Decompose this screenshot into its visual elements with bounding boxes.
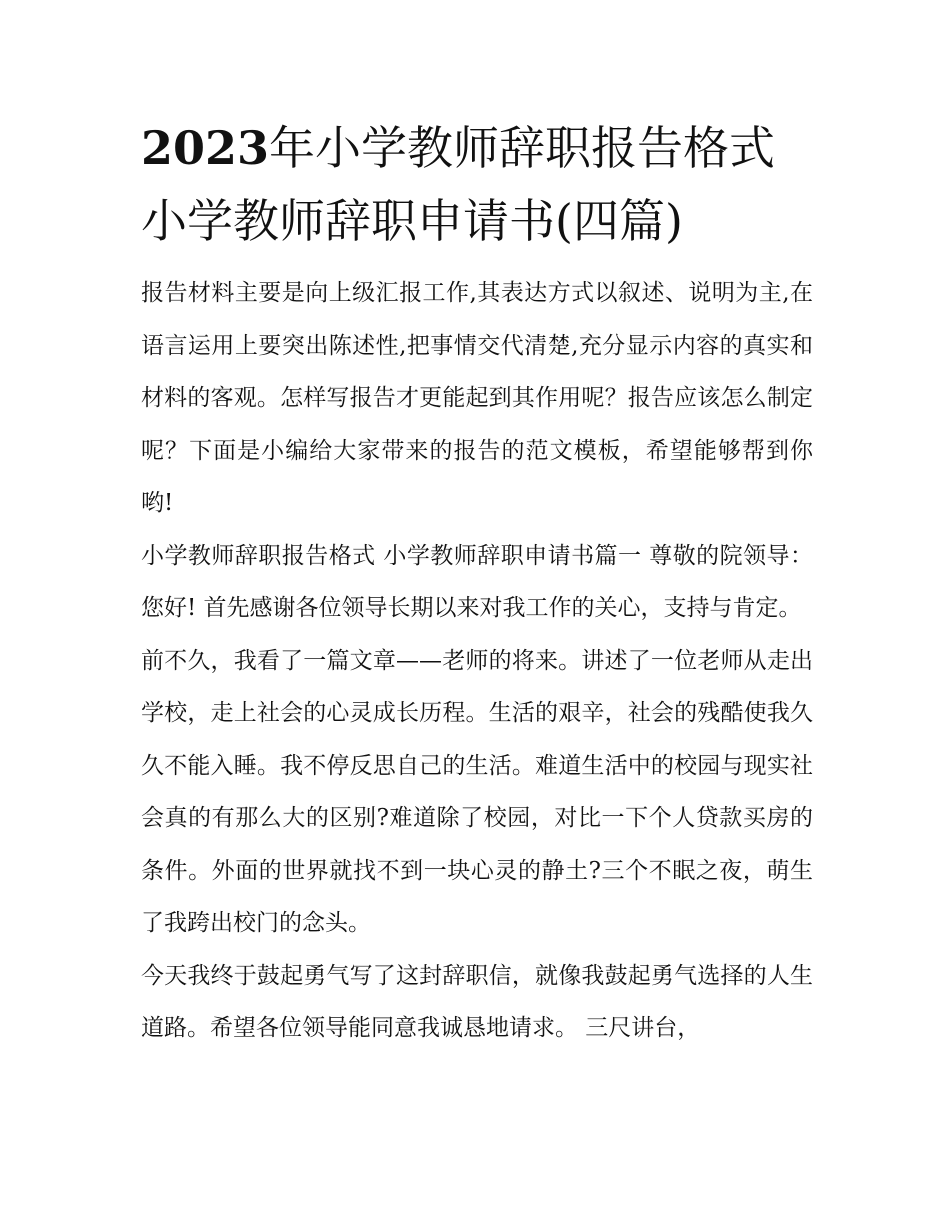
paragraph-intro: 报告材料主要是向上级汇报工作,其表达方式以叙述、说明为主,在语言运用上要突出陈述性,把事情交代清楚,充分显示内容的真实和材料的客观。怎样写报告才更能起到其作用呢？报告应该怎么制定呢？下面是小编给大家带来的报告的范文模板，希望能够帮到你哟!: [141, 280, 813, 516]
title-text: 年小学教师辞职报告格式小学教师辞职申请书(四篇): [141, 121, 776, 248]
paragraph-greeting: 小学教师辞职报告格式 小学教师辞职申请书篇一 尊敬的院领导： 您好! 首先感谢各位领导长期以来对我工作的关心，支持与肯定。: [141, 542, 813, 621]
paragraph-resignation: 今天我终于鼓起勇气写了这封辞职信，就像我鼓起勇气选择的人生道路。希望各位领导能同意我诚恳地请求。 三尺讲台，: [141, 962, 813, 1041]
document-body: [141, 112, 813, 1055]
paragraph-story: 前不久，我看了一篇文章——老师的将来。讲述了一位老师从走出学校，走上社会的心灵成长历程。生活的艰辛，社会的残酷使我久久不能入睡。我不停反思自己的生活。难道生活中的校园与现实社会真的有那么大的区别?难道除了校园，对比一下个人贷款买房的条件。外面的世界就找不到一块心灵的静土?三个不眠之夜，萌生了我跨出校门的念头。: [141, 647, 813, 936]
title-year: 2023: [141, 121, 270, 175]
document-title: [141, 112, 813, 258]
